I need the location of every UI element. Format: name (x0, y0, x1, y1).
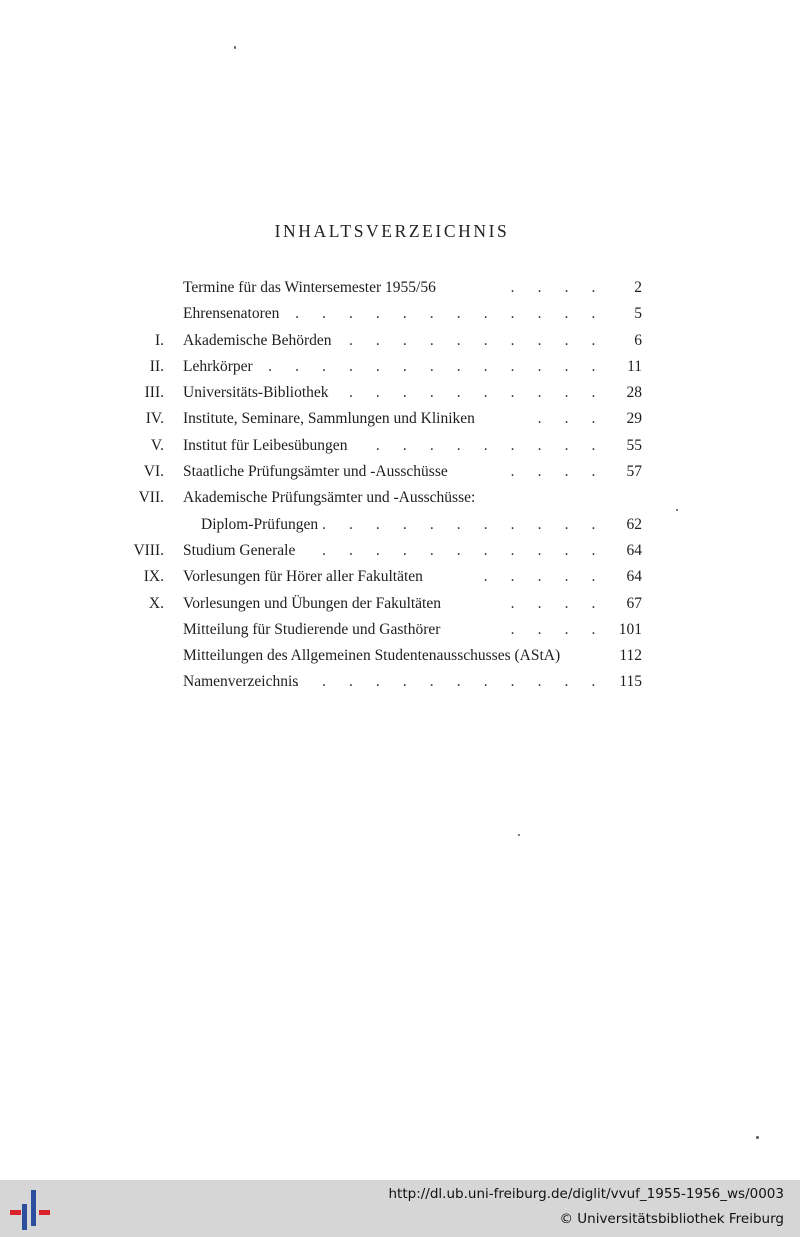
toc-page-number: 62 (626, 515, 642, 533)
toc-entry-number: I. (154, 331, 164, 349)
toc-page-number: 57 (626, 463, 642, 481)
toc-entry-title: Termine für das Wintersemester 1955/56 (183, 279, 436, 296)
copyright-notice: © Universitätsbibliothek Freiburg (559, 1211, 784, 1227)
toc-dot-leader: . . . . . . . . . . (348, 384, 605, 402)
toc-entry-title: Studium Generale (183, 541, 296, 559)
toc-dot-leader: . . . . (510, 279, 605, 296)
toc-entry[interactable] (0, 459, 800, 485)
page-speck (234, 46, 236, 49)
toc-entry-title: Staatliche Prüfungsämter und -Ausschüsse (183, 463, 448, 481)
toc-entry-number: VII. (138, 489, 164, 507)
toc-page-number: 5 (634, 305, 642, 323)
toc-dot-leader: . . . . . . . . . . . . (295, 673, 605, 691)
toc-entry-number: V. (150, 436, 164, 454)
toc-entry[interactable] (0, 433, 800, 459)
toc-entry[interactable] (0, 591, 800, 617)
toc-page-number: 64 (626, 541, 642, 559)
toc-page-number: 6 (634, 331, 642, 349)
toc-dot-leader: . . . (537, 410, 605, 428)
toc-entry[interactable] (0, 328, 800, 354)
toc-dot-leader: . . . . . (483, 568, 605, 586)
toc-page-number: 29 (626, 410, 642, 428)
toc-dot-leader: . . . . . . . . . . . (322, 541, 605, 559)
toc-page-number: 112 (619, 647, 642, 665)
toc-entry-title: Vorlesungen für Hörer aller Fakultäten (183, 568, 423, 586)
toc-page-number: 115 (619, 673, 642, 691)
permalink-url[interactable]: http://dl.ub.uni-freiburg.de/diglit/vvuf_1955-1956_ws/0003 (388, 1186, 784, 1202)
toc-entry[interactable] (0, 538, 800, 564)
toc-page-number: 101 (618, 620, 642, 638)
toc-entry[interactable] (0, 564, 800, 590)
toc-entry-title: Ehrensenatoren (183, 305, 280, 323)
toc-entry-title: Universitäts-Bibliothek (183, 384, 329, 402)
toc-entry[interactable] (0, 643, 800, 669)
toc-entry-number: VI. (143, 463, 164, 481)
toc-entry[interactable] (0, 380, 800, 406)
toc-page-number: 55 (626, 436, 642, 454)
toc-entry-number: X. (148, 594, 164, 612)
toc-entry-title: Namenverzeichnis (183, 673, 299, 691)
toc-entry[interactable] (0, 301, 800, 327)
toc-page-number: 11 (627, 357, 642, 375)
toc-entry-number: VIII. (133, 541, 164, 559)
toc-entry-title: Mitteilung für Studierende und Gasthörer (183, 620, 441, 638)
toc-dot-leader: . . . . (510, 594, 605, 612)
toc-page-number: 2 (634, 279, 642, 296)
toc-page-number: 28 (626, 384, 642, 402)
toc-dot-leader: . . . . . . . . . . . . (295, 305, 605, 323)
toc-entry-title: Akademische Prüfungsämter und -Ausschüsse: (183, 489, 476, 507)
page-speck (756, 1136, 759, 1139)
toc-dot-leader: . . . . (510, 463, 605, 481)
toc-entry[interactable] (0, 617, 800, 643)
toc-entry-title: Institute, Seminare, Sammlungen und Kliniken (183, 410, 475, 428)
toc-entry[interactable] (0, 669, 800, 695)
toc-dot-leader: . . . . . . . . . . . . . (268, 357, 605, 375)
toc-entry-title: Vorlesungen und Übungen der Fakultäten (183, 594, 441, 612)
footer-bar (0, 1180, 800, 1237)
toc-dot-leader: . . . . . . . . . . . (322, 515, 605, 533)
toc-entry-subtitle: Diplom-Prüfungen (201, 515, 319, 533)
toc-page-number: 64 (626, 568, 642, 586)
toc-page-number: 67 (626, 594, 642, 612)
toc-entry-number: II. (149, 357, 164, 375)
toc-entry-title: Institut für Leibesübungen (183, 436, 348, 454)
page-title: INHALTSVERZEICHNIS (274, 221, 510, 241)
ub-freiburg-logo-icon (10, 1188, 50, 1230)
page-speck (518, 834, 520, 836)
toc-dot-leader: . . . . . . . . . . (348, 331, 605, 349)
toc-entry-number: IV. (145, 410, 164, 428)
toc-entry-title: Akademische Behörden (183, 331, 332, 349)
toc-entry-title: Mitteilungen des Allgemeinen Studentenausschusses (AStA) (183, 647, 561, 665)
toc-entry-number: III. (144, 384, 164, 402)
toc-entry-title: Lehrkörper (183, 357, 253, 375)
toc-entry[interactable] (0, 275, 800, 301)
toc-entry-number: IX. (143, 568, 164, 586)
toc-dot-leader: . . . . . . . . . (375, 436, 605, 454)
toc-entry[interactable] (0, 406, 800, 432)
toc-entry[interactable] (0, 354, 800, 380)
table-of-contents (0, 275, 800, 696)
toc-entry[interactable] (0, 485, 800, 538)
toc-dot-leader: . . . . (510, 620, 605, 638)
